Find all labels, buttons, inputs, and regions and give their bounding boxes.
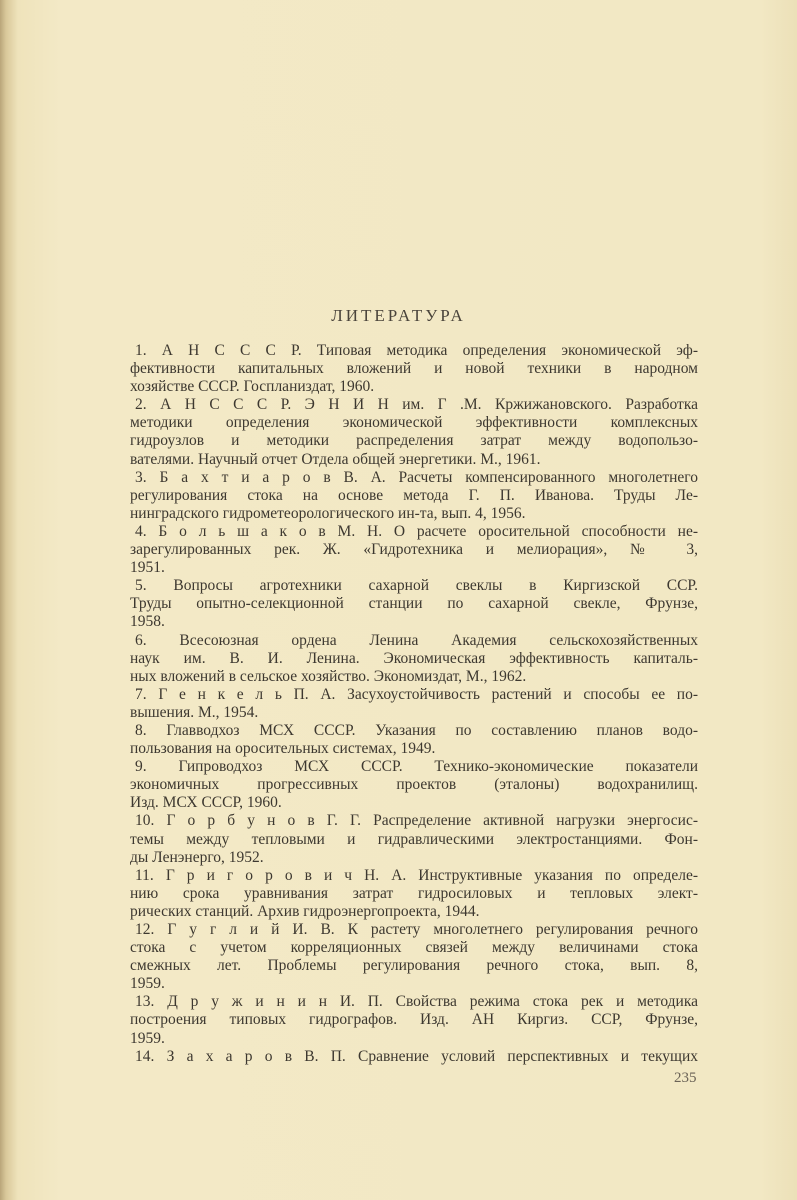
reference-line: темы между тепловыми и гидравлическими электростанциями. Фон- <box>130 830 698 848</box>
reference-entry <box>130 812 698 866</box>
reference-line: Изд. МСХ СССР, 1960. <box>130 794 282 812</box>
reference-line: стока с учетом корреляционных связей между величинами стока <box>130 939 698 957</box>
reference-line: вателями. Научный отчет Отдела общей энергетики. М., 1961. <box>130 450 541 468</box>
reference-line: зарегулированных рек. Ж. «Гидротехника и мелиорация», № 3, <box>130 541 698 559</box>
reference-entry <box>130 722 698 758</box>
reference-line: 5. Вопросы агротехники сахарной свеклы в Киргизской ССР. <box>135 577 698 595</box>
reference-line: 9. Гипроводхоз МСХ СССР. Технико-экономические показатели <box>135 758 698 776</box>
reference-line: 14. З а х а р о в В. П. Сравнение условий перспективных и текущих <box>135 1047 698 1065</box>
reference-line: 1959. <box>130 975 165 993</box>
reference-line: гидроузлов и методики распределения затрат между водопользо- <box>130 432 698 450</box>
reference-line: регулирования стока на основе метода Г. П. Иванова. Труды Ле- <box>130 486 698 504</box>
reference-line: 2. А Н С С С Р. Э Н И Н им. Г .М. Кржижановского. Разработка <box>135 396 698 414</box>
reference-line: 13. Д р у ж и н и н И. П. Свойства режима стока рек и методика <box>135 993 698 1011</box>
page-number: 235 <box>674 1070 697 1086</box>
reference-line: методики определения экономической эффективности комплексных <box>130 414 698 432</box>
reference-line: смежных лет. Проблемы регулирования речного стока, вып. 8, <box>130 957 698 975</box>
reference-entry <box>130 921 698 993</box>
reference-line: 1958. <box>130 613 165 631</box>
reference-line: хозяйстве СССР. Госпланиздат, 1960. <box>130 378 375 396</box>
reference-line: 8. Главводхоз МСХ СССР. Указания по составлению планов водо- <box>135 721 698 739</box>
reference-list <box>130 342 698 1066</box>
reference-entry <box>130 632 698 686</box>
reference-line: фективности капитальных вложений и новой техники в народном <box>130 360 698 378</box>
reference-line: построения типовых гидрографов. Изд. АН Киргиз. ССР, Фрунзе, <box>130 1011 698 1029</box>
reference-entry <box>130 523 698 577</box>
reference-line: пользования на оросительных системах, 1949. <box>130 740 436 758</box>
reference-line: ных вложений в сельское хозяйство. Экономиздат, М., 1962. <box>130 667 527 685</box>
reference-line: 4. Б о л ь ш а к о в М. Н. О расчете оросительной способности не- <box>135 522 698 540</box>
reference-line: вышения. М., 1954. <box>130 703 259 721</box>
reference-entry <box>130 867 698 921</box>
reference-line: ды Ленэнерго, 1952. <box>130 848 264 866</box>
reference-entry <box>130 993 698 1047</box>
reference-line: наук им. В. И. Ленина. Экономическая эффективность капиталь- <box>130 649 698 667</box>
reference-entry <box>130 342 698 396</box>
reference-line: экономичных прогрессивных проектов (эталоны) водохранилищ. <box>130 776 698 794</box>
reference-line: 7. Г е н к е л ь П. А. Засухоустойчивость растений и способы ее по- <box>135 685 698 703</box>
reference-entry <box>130 396 698 468</box>
reference-line: 6. Всесоюзная ордена Ленина Академия сельскохозяйственных <box>135 631 698 649</box>
reference-line: 11. Г р и г о р о в и ч Н. А. Инструктивные указания по определе- <box>135 866 698 884</box>
reference-line: 1959. <box>130 1029 165 1047</box>
reference-entry <box>130 577 698 631</box>
reference-line: 12. Г у г л и й И. В. К растету многолетнего регулирования речного <box>135 921 698 938</box>
reference-line: 1. А Н С С С Р. Типовая методика определения экономической эф- <box>135 342 698 359</box>
reference-entry <box>130 469 698 523</box>
reference-line: нию срока уравнивания затрат гидросиловых и тепловых элект- <box>130 884 698 902</box>
reference-line: нинградского гидрометеорологического ин-та, вып. 4, 1956. <box>130 504 526 522</box>
reference-line: 3. Б а х т и а р о в В. А. Расчеты компенсированного многолетнего <box>135 468 698 486</box>
reference-line: Труды опытно-селекционной станции по сахарной свекле, Фрунзе, <box>130 595 698 613</box>
reference-line: 10. Г о р б у н о в Г. Г. Распределение активной нагрузки энергосис- <box>135 812 698 830</box>
section-title: ЛИТЕРАТУРА <box>331 306 466 325</box>
reference-line: 1951. <box>130 559 165 577</box>
reference-entry <box>130 1048 698 1066</box>
reference-entry <box>130 758 698 812</box>
reference-entry <box>130 686 698 722</box>
reference-line: рических станций. Архив гидроэнергопроекта, 1944. <box>130 902 480 920</box>
